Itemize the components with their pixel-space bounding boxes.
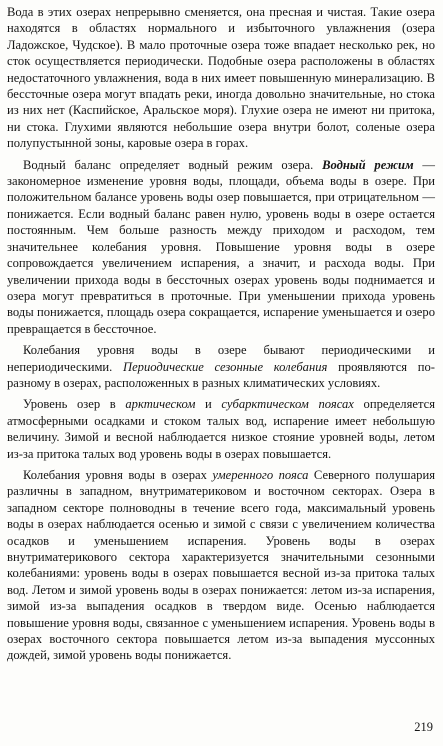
paragraph-2-lead: Водный баланс определяет водный режим озера. [23, 157, 323, 172]
paragraph-4-text: определяется атмосферными осадками и стоком талых вод, испарение имеет небольшую величину. Зимой и весной наблюдается низкое стояние уровней воды, летом из-за притока талых вод уровень воды в озерах повышается. [7, 397, 435, 461]
paragraph-1 [7, 4, 435, 152]
paragraph-5-text: Северного полушария различны в западном, внутриматериковом и восточном секторах. Озера в западном секторе полноводны в течение всего года, максимальный уровень воды в озерах наблюдается осенью и зимой с связи с увеличением количества осадков и уменьшением испарения. Уровень воды в озерах внутриматерикового сектора характеризуется значительными сезонными колебаниями: уровень воды в озерах повышается весной из-за притока талых вод. Летом и зимой уровень воды в озерах понижается: летом из-за испарения, зимой из-за выпадения осадков в твердом виде. Осенью наблюдается повышение уровня воды, связанное с уменьшением испарения. Уровень воды в озерах восточного сектора повышается летом из-за выпадения муссонных дождей, зимой уровень воды понижается. [7, 467, 435, 663]
paragraph-3-lead: Колебания уровня воды в озере бывают периодическими и непериодическими. [7, 343, 435, 374]
term-water-regime: Водный режим [322, 157, 414, 172]
paragraph-4 [7, 396, 435, 462]
term-temperate-belt: умеренного пояса [212, 467, 309, 482]
paragraph-2-text: — закономерное изменение уровня воды, площади, объема воды в озере. При положительном балансе уровень воды озер повышается, при отрицательном — понижается. Если водный баланс равен нулю, уровень воды в озере остается постоянным. Чем больше разность между приходом и расходом, тем значительнее колебания уровня. Повышение уровня воды в озере сопровождается увеличением испарения, а значит, и расхода воды. При увеличении прихода воды в бессточных озерах уровень воды поднимается и озера могут превратиться в проточные. При уменьшении прихода уровень воды понижается, площадь озера сокращается, испарение уменьшается и озеро превращается в бессточное. [7, 157, 435, 336]
paragraph-3 [7, 342, 435, 391]
paragraph-1-text: Вода в этих озерах непрерывно сменяется, она пресная и чистая. Такие озера находятся в областях нормального и избыточного увлажнения (озера Ладожское, Чудское). В мало проточные озера тоже впадает несколько рек, но сток осуществляется периодически. Подобные озера расположены в областях недостаточного увлажнения, вода в них имеет повышенную минерализацию. В бессточные озера могут впадать реки, иногда довольно значительные, но стока из них нет (Каспийское, Аральское моря). Глухие озера не имеют ни притока, ни стока. Глухими являются небольшие озера внутри болот, соленые озера полупустынной зоны, каровые озера в горах. [7, 5, 435, 151]
term-periodic-fluctuations: Периодические сезонные колебания [123, 359, 328, 374]
paragraph-3-text: проявляются по-разному в озерах, расположенных в разных климатических условиях. [7, 359, 435, 390]
paragraph-4-conj: и [195, 397, 222, 412]
term-arctic: арктическом [125, 397, 196, 412]
paragraph-2 [7, 157, 435, 337]
body-text [7, 4, 435, 669]
paragraph-4-lead: Уровень озер в [23, 397, 126, 412]
paragraph-5-lead: Колебания уровня воды в озерах [23, 467, 213, 482]
term-subarctic-belts: субарктическом поясах [221, 397, 354, 412]
paragraph-5 [7, 467, 435, 664]
page-number: 219 [414, 720, 433, 734]
